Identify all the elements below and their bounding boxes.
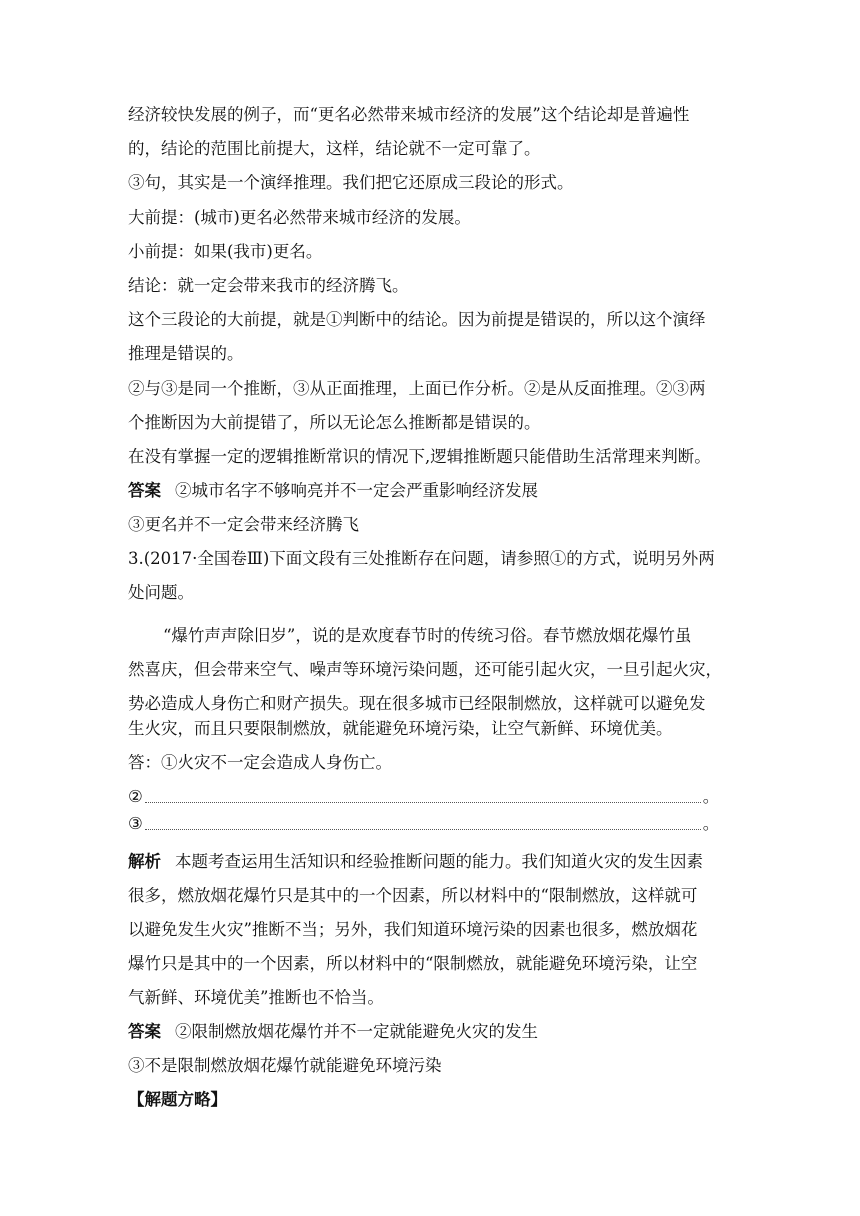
text-line: 在没有掌握一定的逻辑推断常识的情况下,逻辑推断题只能借助生活常理来判断。 [128, 447, 711, 466]
analysis-line: 气新鲜、环境优美”推断也不恰当。 [128, 988, 384, 1007]
answer-label: 答案 [128, 481, 161, 500]
answer-label: 答案 [128, 1022, 161, 1041]
text-line: 的，结论的范围比前提大，这样，结论就不一定可靠了。 [128, 139, 541, 158]
blank-end: 。 [702, 814, 720, 833]
text-line: 这个三段论的大前提，就是①判断中的结论。因为前提是错误的，所以这个演绎 [128, 310, 706, 329]
answer-line [128, 1021, 736, 1043]
question-title: 处问题。 [128, 583, 194, 602]
text-line: 经济较快发展的例子，而“更名必然带来城市经济的发展”这个结论却是普遍性 [128, 105, 690, 124]
blank-end: 。 [702, 787, 720, 806]
text-line: ③句，其实是一个演绎推理。我们把它还原成三段论的形式。 [128, 173, 574, 192]
answer-intro: 答：①火灾不一定会造成人身伤亡。 [128, 753, 392, 772]
answer-line: ③不是限制燃放烟花爆竹就能避免环境污染 [128, 1056, 442, 1075]
answer-line: ③更名并不一定会带来经济腾飞 [128, 515, 359, 534]
analysis-line: 爆竹只是其中的一个因素，所以材料中的“限制燃放，就能避免环境污染，让空 [128, 954, 698, 973]
question-title: 3.(2017·全国卷Ⅲ)下面文段有三处推断存在问题，请参照①的方式，说明另外两 [128, 549, 715, 568]
analysis-line: 很多，燃放烟花爆竹只是其中的一个因素，所以材料中的“限制燃放，这样就可 [128, 886, 698, 905]
blank-prefix: ③ [128, 814, 143, 833]
passage-line: 势必造成人身伤亡和财产损失。现在很多城市已经限制燃放，这样就可以避免发 [128, 694, 706, 713]
analysis-label: 解析 [128, 852, 161, 871]
section-heading: 【解题方略】 [128, 1090, 227, 1109]
text-line: 个推断因为大前提错了，所以无论怎么推断都是错误的。 [128, 413, 541, 432]
analysis-line: 以避免发生火灾”推断不当；另外，我们知道环境污染的因素也很多，燃放烟花 [128, 920, 698, 939]
answer-blank-2 [128, 786, 728, 808]
blank-line [145, 801, 701, 803]
blank-line [145, 828, 701, 830]
passage-line: 然喜庆，但会带来空气、噪声等环境污染问题，还可能引起火灾，一旦引起火灾， [128, 660, 722, 679]
text-line: 大前提：(城市)更名必然带来城市经济的发展。 [128, 208, 471, 227]
analysis-line [128, 851, 736, 873]
text-line: ②与③是同一个推断，③从正面推理，上面已作分析。②是从反面推理。②③两 [128, 379, 706, 398]
answer-text: ②限制燃放烟花爆竹并不一定就能避免火灾的发生 [175, 1022, 538, 1041]
text-line: 结论：就一定会带来我市的经济腾飞。 [128, 276, 409, 295]
text-line: 小前提：如果(我市)更名。 [128, 242, 323, 261]
answer-text: ②城市名字不够响亮并不一定会严重影响经济发展 [175, 481, 538, 500]
answer-blank-3 [128, 813, 728, 835]
answer-line [128, 480, 736, 502]
blank-prefix: ② [128, 787, 143, 806]
passage-line: 生火灾，而且只要限制燃放，就能避免环境污染，让空气新鲜、环境优美。 [128, 719, 673, 738]
passage-line: “爆竹声声除旧岁”，说的是欢度春节时的传统习俗。春节燃放烟花爆竹虽 [163, 626, 692, 645]
text-line: 推理是错误的。 [128, 344, 244, 363]
analysis-text: 本题考查运用生活知识和经验推断问题的能力。我们知道火灾的发生因素 [175, 852, 703, 871]
